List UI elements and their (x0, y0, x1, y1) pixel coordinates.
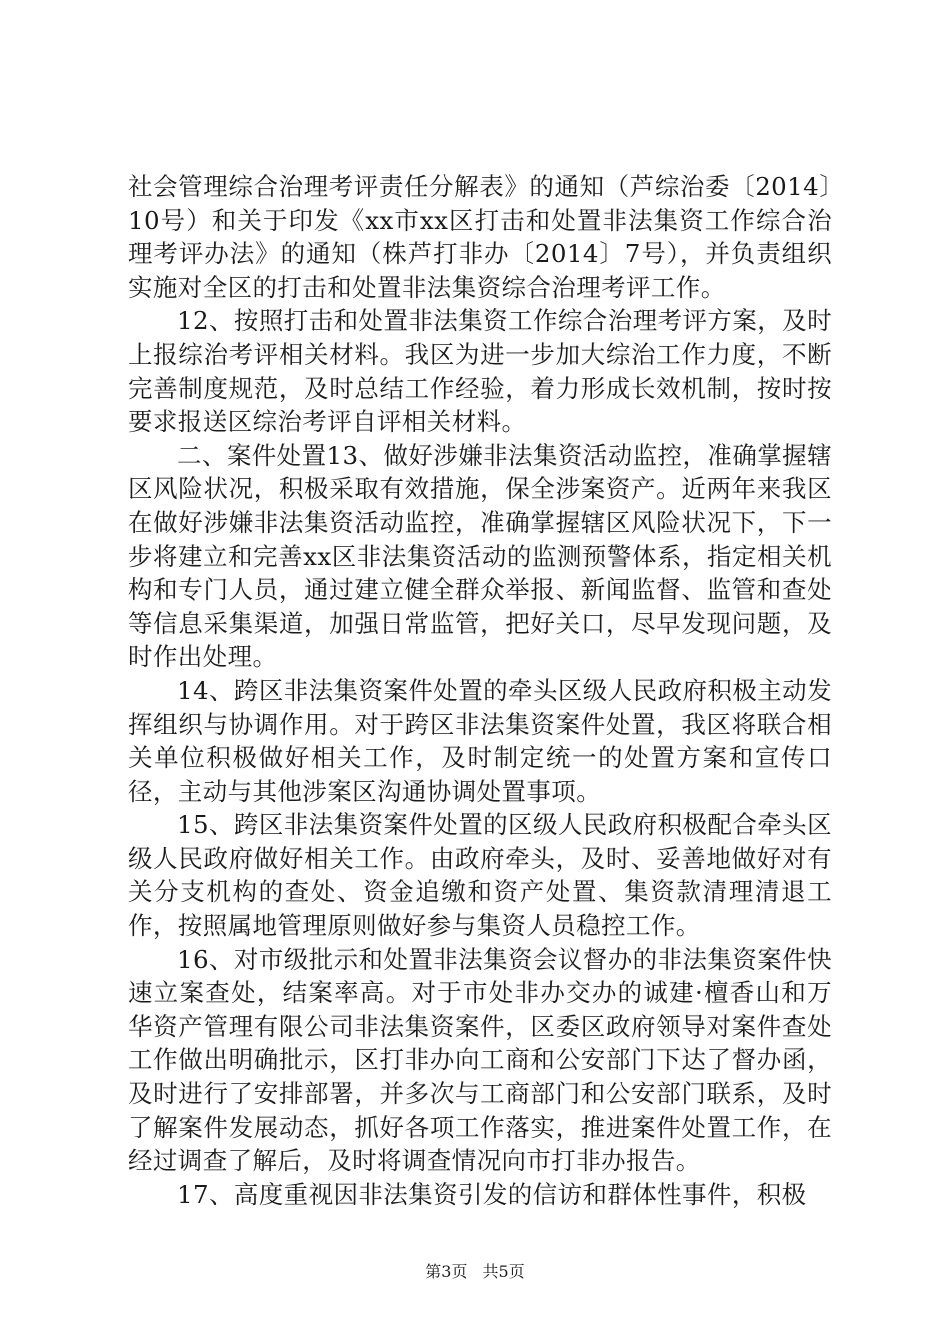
paragraph-3: 二、案件处置13、做好涉嫌非法集资活动监控，准确掌握辖区风险状况，积极采取有效措施，保全涉案资产。近两年来我区在做好涉嫌非法集资活动监控，准确掌握辖区风险状况下，下一步将建立和完善xx区非法集资活动的监测预警体系，指定相关机构和专门人员，通过建立健全群众举报、新闻监督、监管和查处等信息采集渠道，加强日常监管，把好关口，尽早发现问题，及时作出处理。 (128, 440, 832, 672)
page-footer (0, 1262, 950, 1282)
paragraph-2: 12、按照打击和处置非法集资工作综合治理考评方案，及时上报综治考评相关材料。我区为进一步加大综治工作力度，不断完善制度规范，及时总结工作经验，着力形成长效机制，按时按要求报送区综治考评自评相关材料。 (128, 306, 832, 437)
page-number: 第3页 (425, 1262, 468, 1281)
paragraph-4: 14、跨区非法集资案件处置的牵头区级人民政府积极主动发挥组织与协调作用。对于跨区非法集资案件处置，我区将联合相关单位积极做好相关工作，及时制定统一的处置方案和宣传口径，主动与其他涉案区沟通协调处置事项。 (128, 675, 832, 806)
page-total: 共5页 (482, 1262, 525, 1281)
paragraph-1: 社会管理综合治理考评责任分解表》的通知（芦综治委〔2014〕10号）和关于印发《xx市xx区打击和处置非法集资工作综合治理考评办法》的通知（株芦打非办〔2014〕7号），并负责组织实施对全区的打击和处置非法集资综合治理考评工作。 (128, 172, 832, 302)
paragraph-6: 16、对市级批示和处置非法集资会议督办的非法集资案件快速立案查处，结案率高。对于市处非办交办的诚建·檀香山和万华资产管理有限公司非法集资案件，区委区政府领导对案件查处工作做出明确批示，区打非办向工商和公安部门下达了督办函，及时进行了安排部署，并多次与工商部门和公安部门联系，及时了解案件发展动态，抓好各项工作落实，推进案件处置工作，在经过调查了解后，及时将调查情况向市打非办报告。 (128, 944, 832, 1176)
paragraph-7: 17、高度重视因非法集资引发的信访和群体性事件，积极 (177, 1179, 807, 1209)
document-body (128, 170, 832, 1211)
paragraph-5: 15、跨区非法集资案件处置的区级人民政府积极配合牵头区级人民政府做好相关工作。由政府牵头，及时、妥善地做好对有关分支机构的查处、资金追缴和资产处置、集资款清理清退工作，按照属地管理原则做好参与集资人员稳控工作。 (128, 810, 832, 941)
